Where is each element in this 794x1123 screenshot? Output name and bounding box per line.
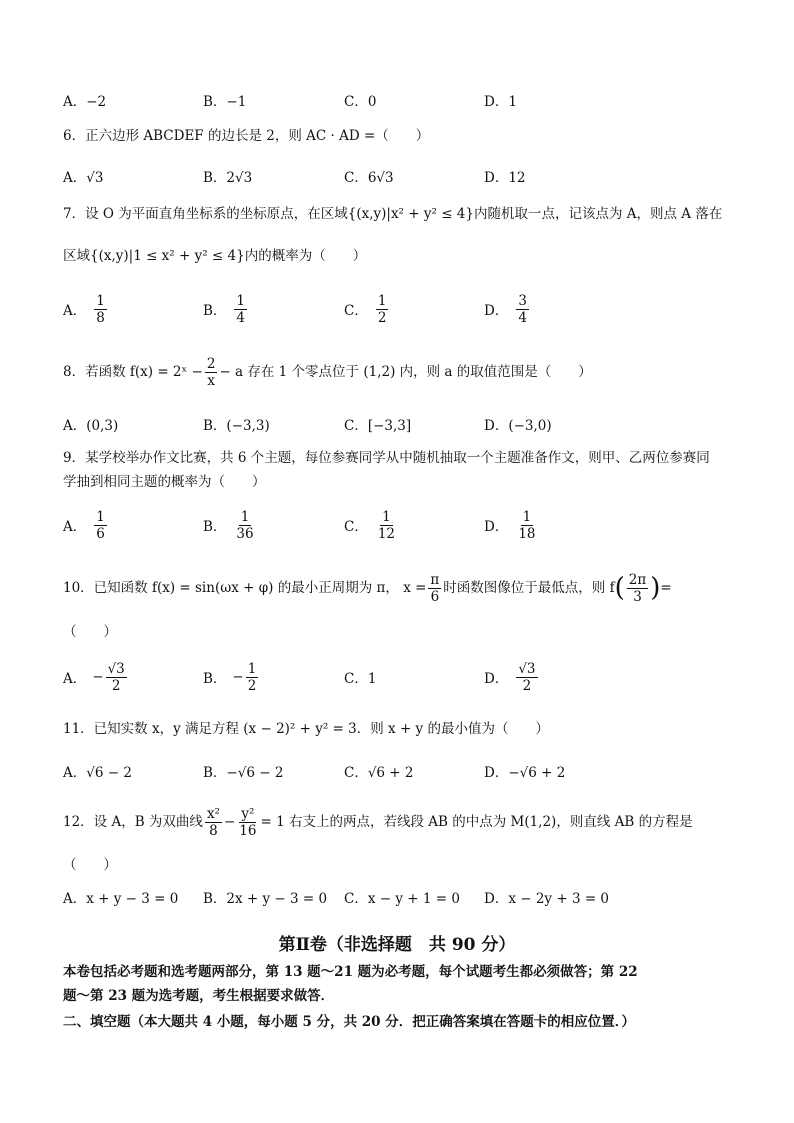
- option-label: A．: [63, 303, 87, 319]
- q12-stem-post: = 1 右支上的两点，若线段 AB 的中点为 M(1,2)，则直线 AB 的方程是: [260, 814, 693, 830]
- q11-option-c: C．√6 + 2: [344, 765, 414, 781]
- q6-stem: 6．正六边形 ABCDEF 的边长是 2，则 AC · AD =（ ）: [63, 128, 430, 144]
- denominator: 2: [377, 309, 387, 326]
- q6-option-b: B．2√3: [203, 170, 253, 186]
- q7-option-a: [63, 289, 109, 329]
- option-label: A．: [63, 671, 87, 687]
- section-title: 第Ⅱ卷（非选择题 共 90 分）: [278, 935, 516, 955]
- fraction: [234, 509, 255, 542]
- q10-option-d: [484, 657, 540, 697]
- fraction: [94, 509, 107, 542]
- q9-stem-line1: 9．某学校举办作文比赛，共 6 个主题，每位参赛同学从中随机抽取一个主题准备作文，则甲、乙两位参赛同: [63, 450, 710, 466]
- q12-option-b: B．2x + y − 3 = 0: [203, 891, 328, 907]
- right-paren: ): [650, 573, 661, 603]
- q10-stem-post: =: [660, 580, 672, 596]
- q5-options: [63, 80, 743, 120]
- denominator: 2: [522, 677, 532, 694]
- q11-options: [63, 751, 743, 791]
- q5-option-a: A．−2: [63, 94, 107, 110]
- numerator: 1: [382, 508, 391, 525]
- denominator: 6: [96, 525, 105, 542]
- fraction: [234, 293, 247, 326]
- q9-option-c: [344, 505, 399, 545]
- option-label: D．: [484, 303, 509, 319]
- numerator: 3: [518, 292, 527, 309]
- fraction: [94, 293, 107, 326]
- numerator: 1: [96, 292, 105, 309]
- q12-stem-line2: （ ）: [63, 857, 117, 873]
- denominator: 18: [518, 525, 536, 542]
- q7-option-b: [203, 289, 249, 329]
- fraction: [376, 293, 389, 326]
- q10-option-b: [203, 657, 260, 697]
- q7-option-c: [344, 289, 390, 329]
- denominator: 36: [236, 525, 254, 542]
- fraction: [205, 806, 222, 839]
- section-desc-line1: 本卷包括必考题和选考题两部分，第 13 题～21 题为必考题，每个试题考生都必须做答；第 22: [63, 964, 638, 980]
- denominator: 16: [239, 822, 257, 839]
- numerator: 1: [522, 508, 532, 525]
- fraction: [428, 572, 441, 605]
- q5-option-d: D．1: [484, 94, 517, 110]
- numerator: π: [430, 571, 440, 588]
- fraction: [205, 356, 218, 389]
- denominator: 6: [430, 588, 440, 605]
- denominator: 3: [633, 588, 642, 605]
- fraction: [376, 509, 397, 542]
- numerator: 1: [377, 292, 387, 309]
- numerator: 1: [240, 508, 250, 525]
- q6-options: [63, 156, 743, 196]
- q12-options: [63, 877, 743, 917]
- fraction: [106, 661, 127, 694]
- q6-option-d: D．12: [484, 170, 526, 186]
- denominator: x: [207, 372, 215, 389]
- q9-option-a: [63, 505, 109, 545]
- q8-option-a: A．(0,3): [63, 418, 119, 434]
- q10-options: [63, 657, 743, 697]
- numerator: √3: [107, 660, 125, 677]
- left-paren: (: [614, 573, 625, 603]
- option-label: B．: [203, 303, 227, 319]
- q7-options: [63, 289, 743, 329]
- fraction: [237, 806, 258, 839]
- fraction: [516, 509, 537, 542]
- q12-option-d: D．x − 2y + 3 = 0: [484, 891, 610, 907]
- numerator: 1: [236, 292, 246, 309]
- q7-option-d: [484, 289, 531, 329]
- denominator: 2: [247, 677, 257, 694]
- sign: −: [92, 669, 104, 685]
- q11-stem: 11．已知实数 x，y 满足方程 (x − 2)² + y² = 3．则 x + y 的最小值为（ ）: [63, 721, 549, 737]
- numerator: 2π: [628, 571, 647, 588]
- q6-option-c: C．6√3: [344, 170, 394, 186]
- q9-option-d: [484, 505, 540, 545]
- numerator: 1: [96, 508, 105, 525]
- option-label: C．1: [344, 671, 377, 687]
- q12-option-c: C．x − y + 1 = 0: [344, 891, 460, 907]
- q10-stem-line2: （ ）: [63, 624, 117, 640]
- q12-stem: [63, 802, 693, 842]
- numerator: 2: [206, 355, 216, 372]
- q8-option-b: B．(−3,3): [203, 418, 270, 434]
- q9-option-b: [203, 505, 258, 545]
- numerator: 1: [247, 660, 257, 677]
- option-label: C．: [344, 303, 368, 319]
- q11-option-d: D．−√6 + 2: [484, 765, 566, 781]
- q9-options: [63, 505, 743, 545]
- option-label: C．: [344, 519, 368, 535]
- q10-option-c: [344, 657, 376, 697]
- minus-sign: −: [223, 814, 236, 830]
- denominator: 8: [96, 309, 105, 326]
- fraction: [246, 661, 259, 694]
- fraction: [516, 661, 537, 694]
- q5-option-c: C．0: [344, 94, 377, 110]
- q11-option-a: A．√6 − 2: [63, 765, 132, 781]
- q8-stem-post: − a 存在 1 个零点位于 (1,2) 内，则 a 的取值范围是（ ）: [219, 364, 592, 380]
- q8-stem-pre: 8．若函数 f(x) = 2ˣ −: [63, 364, 203, 380]
- denominator: 4: [518, 309, 527, 326]
- sign: −: [232, 669, 244, 685]
- option-label: B．: [203, 671, 227, 687]
- denominator: 2: [111, 677, 121, 694]
- numerator: x²: [206, 805, 220, 822]
- q6-option-a: A．√3: [63, 170, 104, 186]
- q10-stem: [63, 568, 672, 608]
- fraction: [627, 572, 648, 605]
- q11-option-b: B．−√6 − 2: [203, 765, 284, 781]
- section-desc-line2: 题～第 23 题为选考题，考生根据要求做答．: [63, 988, 335, 1004]
- q8-option-d: D．(−3,0): [484, 418, 552, 434]
- q8-option-c: C．[−3,3]: [344, 418, 412, 434]
- q7-stem-line1: 7．设 O 为平面直角坐标系的坐标原点，在区域{(x,y)|x² + y² ≤ 4}内随机取一点，记该点为 A，则点 A 落在: [63, 206, 723, 222]
- numerator: √3: [518, 660, 536, 677]
- q10-stem-mid: 时函数图像位于最低点，则 f: [443, 580, 615, 596]
- q12-option-a: A．x + y − 3 = 0: [63, 891, 179, 907]
- option-label: D．: [484, 519, 509, 535]
- q8-options: [63, 404, 743, 444]
- part2-heading: 二、填空题（本大题共 4 小题，每小题 5 分，共 20 分．把正确答案填在答题卡的相应位置．）: [63, 1014, 636, 1030]
- option-label: D．: [484, 671, 509, 687]
- q9-stem-line2: 学抽到相同主题的概率为（ ）: [63, 474, 266, 490]
- option-label: A．: [63, 519, 87, 535]
- denominator: 8: [209, 822, 218, 839]
- denominator: 4: [236, 309, 246, 326]
- option-label: B．: [203, 519, 227, 535]
- q12-stem-pre: 12．设 A，B 为双曲线: [63, 814, 203, 830]
- q10-stem-pre: 10．已知函数 f(x) = sin(ωx + φ) 的最小正周期为 π， x =: [63, 580, 427, 596]
- q7-stem-line2: 区域{(x,y)|1 ≤ x² + y² ≤ 4}内的概率为（ ）: [63, 248, 367, 264]
- q5-option-b: B．−1: [203, 94, 247, 110]
- numerator: y²: [241, 805, 255, 822]
- q10-option-a: [63, 657, 129, 697]
- q8-stem: [63, 352, 592, 392]
- denominator: 12: [377, 525, 396, 542]
- fraction: [516, 293, 529, 326]
